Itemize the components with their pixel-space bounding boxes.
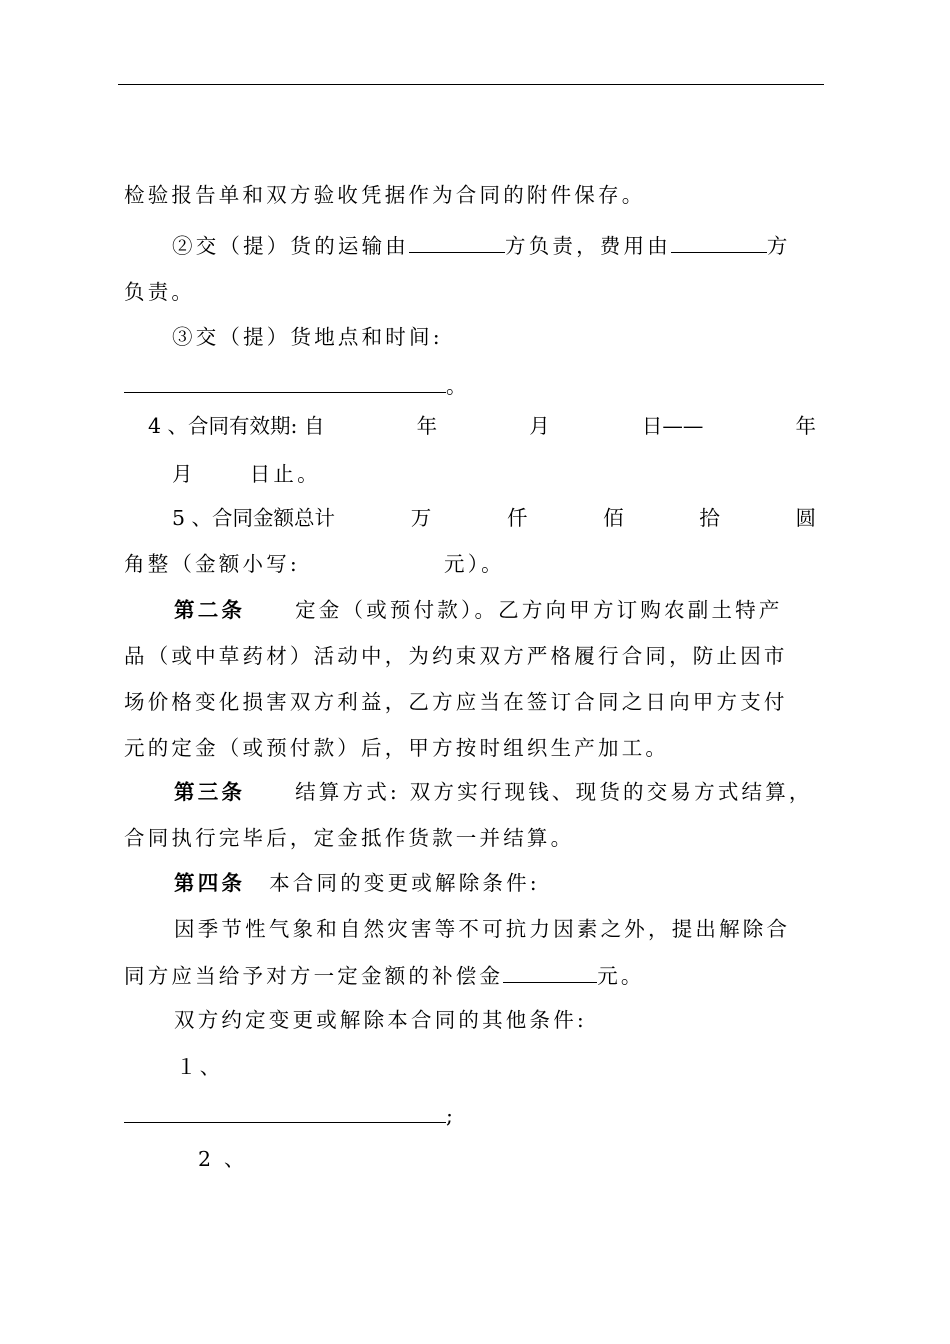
article-4-title: 第四条	[174, 871, 246, 895]
fill-blank	[671, 230, 767, 253]
article-4-line-4: 双方约定变更或解除本合同的其他条件:	[174, 1008, 588, 1032]
article-4-line-2: 因季节性气象和自然灾害等不可抗力因素之外，提出解除合	[174, 917, 791, 941]
text-line: 检验报告单和双方验收凭据作为合同的附件保存。	[124, 183, 646, 207]
article-2-title: 第二条	[174, 598, 246, 622]
condition-item-1: １、	[176, 1055, 224, 1079]
article-3-line-2: 合同执行完毕后，定金抵作货款一并结算。	[124, 826, 575, 850]
article-2-line-4: 元的定金（或预付款）后，甲方按时组织生产加工。	[124, 736, 670, 760]
delivery-place-clause: ③交（提）货地点和时间:	[172, 325, 443, 349]
delivery-place-line: 。	[124, 370, 470, 400]
article-2-line-1: 第二条 定金（或预付款）。乙方向甲方订购农副土特产	[174, 598, 783, 622]
condition-item-2: 2 、	[198, 1147, 248, 1171]
article-3-line-1: 第三条 结算方式: 双方实行现钱、现货的交易方式结算，	[174, 780, 813, 804]
article-4-line-3: 同方应当给予对方一定金额的补偿金 元。	[124, 960, 645, 990]
header-rule	[118, 84, 824, 85]
article-2-line-3: 场价格变化损害双方利益，乙方应当在签订合同之日向甲方支付	[124, 690, 788, 714]
article-2-line-2: 品（或中草药材）活动中，为约束双方严格履行合同，防止因市	[124, 644, 788, 668]
article-4-line-1: 第四条 本合同的变更或解除条件:	[174, 871, 540, 895]
fill-blank	[124, 370, 446, 393]
condition-item-1-line: ;	[124, 1100, 456, 1130]
amount-small-line: 角整（金额小写: 元）。	[124, 552, 505, 576]
validity-period-line: 4 、合同有效期: 自 年 月 日—— 年	[148, 414, 816, 438]
transport-clause: ②交（提）货的运输由 方负责，费用由 方	[172, 230, 791, 260]
fill-blank	[503, 960, 597, 983]
fill-blank	[409, 230, 505, 253]
amount-total-line: 5 、合同金额总计 万 仟 佰 拾 圆	[172, 506, 816, 530]
validity-end-line: 月 日止。	[172, 462, 321, 486]
text-line: 负责。	[124, 280, 196, 304]
article-3-title: 第三条	[174, 780, 246, 804]
fill-blank	[124, 1100, 446, 1123]
